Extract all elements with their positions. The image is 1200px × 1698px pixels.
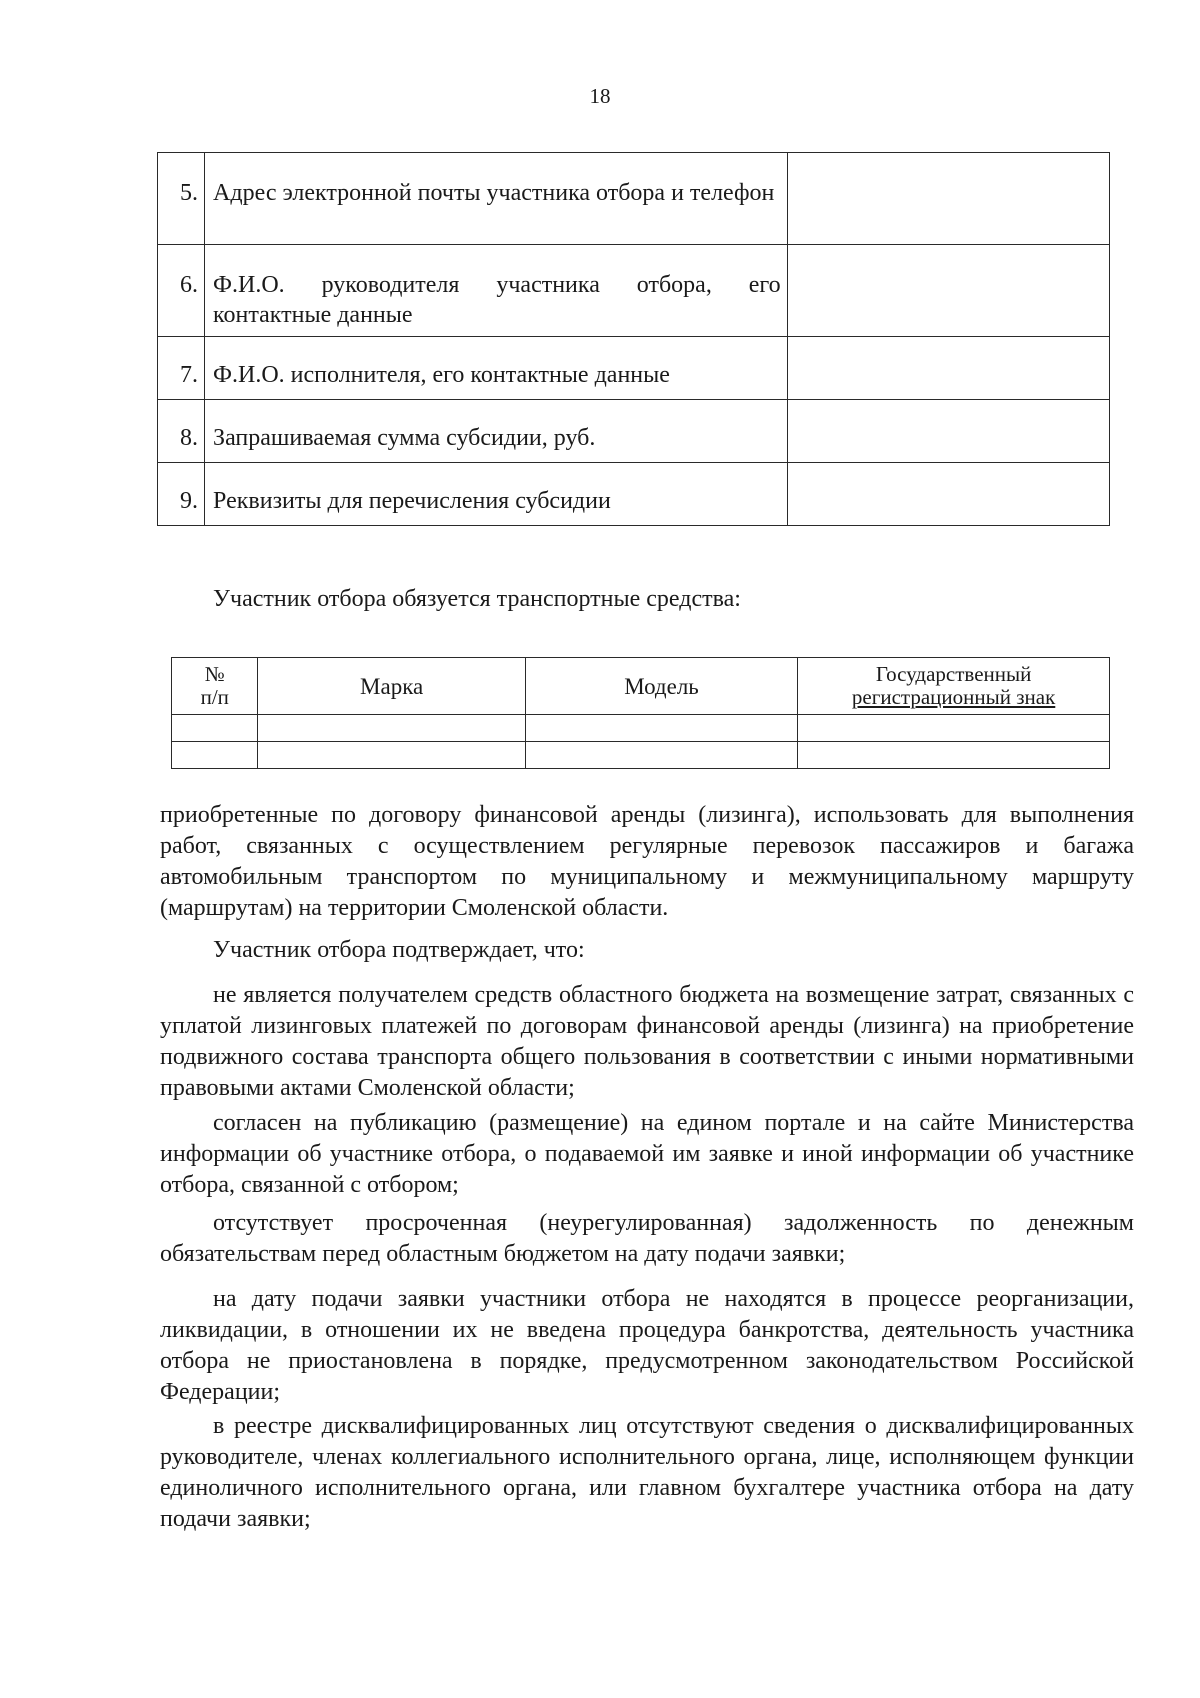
paragraph-not-recipient: не является получателем средств областного бюджета на возмещение затрат, связанных с уплатой лизинговых платежей по договорам финансовой аренды (лизинга) на приобретение подвижного состава транспорта общего пользования в соответствии с иными нормативными правовыми актами Смоленской области; [160, 982, 1134, 1101]
vehicles-intro: Участник отбора обязуется транспортные средства: [213, 586, 741, 612]
row-number: 8. [158, 400, 205, 463]
vehicles-table [171, 657, 1110, 769]
paragraph-leasing-use: приобретенные по договору финансовой аренды (лизинга), использовать для выполнения работ, связанных с осуществлением регулярные перевозок пассажиров и багажа автомобильным транспортом по муниципальному и межмуниципальному маршруту (маршрутам) на территории Смоленской области. [160, 802, 1134, 921]
cell-brand[interactable] [258, 742, 525, 769]
row-value-cell[interactable] [787, 245, 1109, 337]
header-registration [798, 658, 1110, 715]
row-label: Ф.И.О. руководителя участника отбора, его контактные данные [205, 245, 788, 337]
row-number: 6. [158, 245, 205, 337]
cell-registration[interactable] [798, 742, 1110, 769]
header-number-line1: № [204, 662, 225, 686]
table-row [158, 337, 1110, 400]
paragraph-disqualified-registry: в реестре дисквалифицированных лиц отсутствуют сведения о дисквалифицированных руководителе, членах коллегиального исполнительного органа, лице, исполняющем функции единоличного исполнительного органа, или главном бухгалтере участника отбора на дату подачи заявки; [160, 1413, 1134, 1532]
row-value-cell[interactable] [787, 400, 1109, 463]
page-number: 18 [589, 84, 611, 108]
header-number [172, 658, 258, 715]
row-number: 5. [158, 153, 205, 245]
paragraph-publication-consent: согласен на публикацию (размещение) на едином портале и на сайте Министерства информации об участнике отбора, о подаваемой им заявке и иной информации об участнике отбора, связанной с отбором; [160, 1110, 1134, 1198]
cell-registration[interactable] [798, 715, 1110, 742]
cell-number[interactable] [172, 742, 258, 769]
table-header-row [172, 658, 1110, 715]
row-number: 7. [158, 337, 205, 400]
header-brand: Марка [258, 658, 525, 715]
cell-model[interactable] [525, 715, 797, 742]
paragraph-no-debt: отсутствует просроченная (неурегулированная) задолженность по денежным обязательствам перед областным бюджетом на дату подачи заявки; [160, 1210, 1134, 1267]
row-number: 9. [158, 463, 205, 526]
applicant-info-table [157, 152, 1110, 526]
row-label: Адрес электронной почты участника отбора и телефон [205, 153, 788, 245]
cell-model[interactable] [525, 742, 797, 769]
header-model: Модель [525, 658, 797, 715]
paragraph-no-reorganization: на дату подачи заявки участники отбора не находятся в процессе реорганизации, ликвидации, в отношении их не введена процедура банкротства, деятельность участника отбора не приостановлена в порядке, предусмотренном законодательством Российской Федерации; [160, 1286, 1134, 1405]
header-number-line2: п/п [200, 685, 229, 709]
cell-brand[interactable] [258, 715, 525, 742]
table-row [158, 400, 1110, 463]
header-registration-line2: регистрационный знак [851, 685, 1056, 709]
table-row [158, 245, 1110, 337]
header-registration-line1: Государственный [875, 662, 1032, 686]
row-value-cell[interactable] [787, 153, 1109, 245]
row-value-cell[interactable] [787, 337, 1109, 400]
table-row [172, 742, 1110, 769]
row-label: Запрашиваемая сумма субсидии, руб. [205, 400, 788, 463]
row-value-cell[interactable] [787, 463, 1109, 526]
row-label: Реквизиты для перечисления субсидии [205, 463, 788, 526]
cell-number[interactable] [172, 715, 258, 742]
table-row [172, 715, 1110, 742]
table-row [158, 463, 1110, 526]
table-row [158, 153, 1110, 245]
paragraph-confirms: Участник отбора подтверждает, что: [213, 937, 585, 963]
row-label: Ф.И.О. исполнителя, его контактные данные [205, 337, 788, 400]
